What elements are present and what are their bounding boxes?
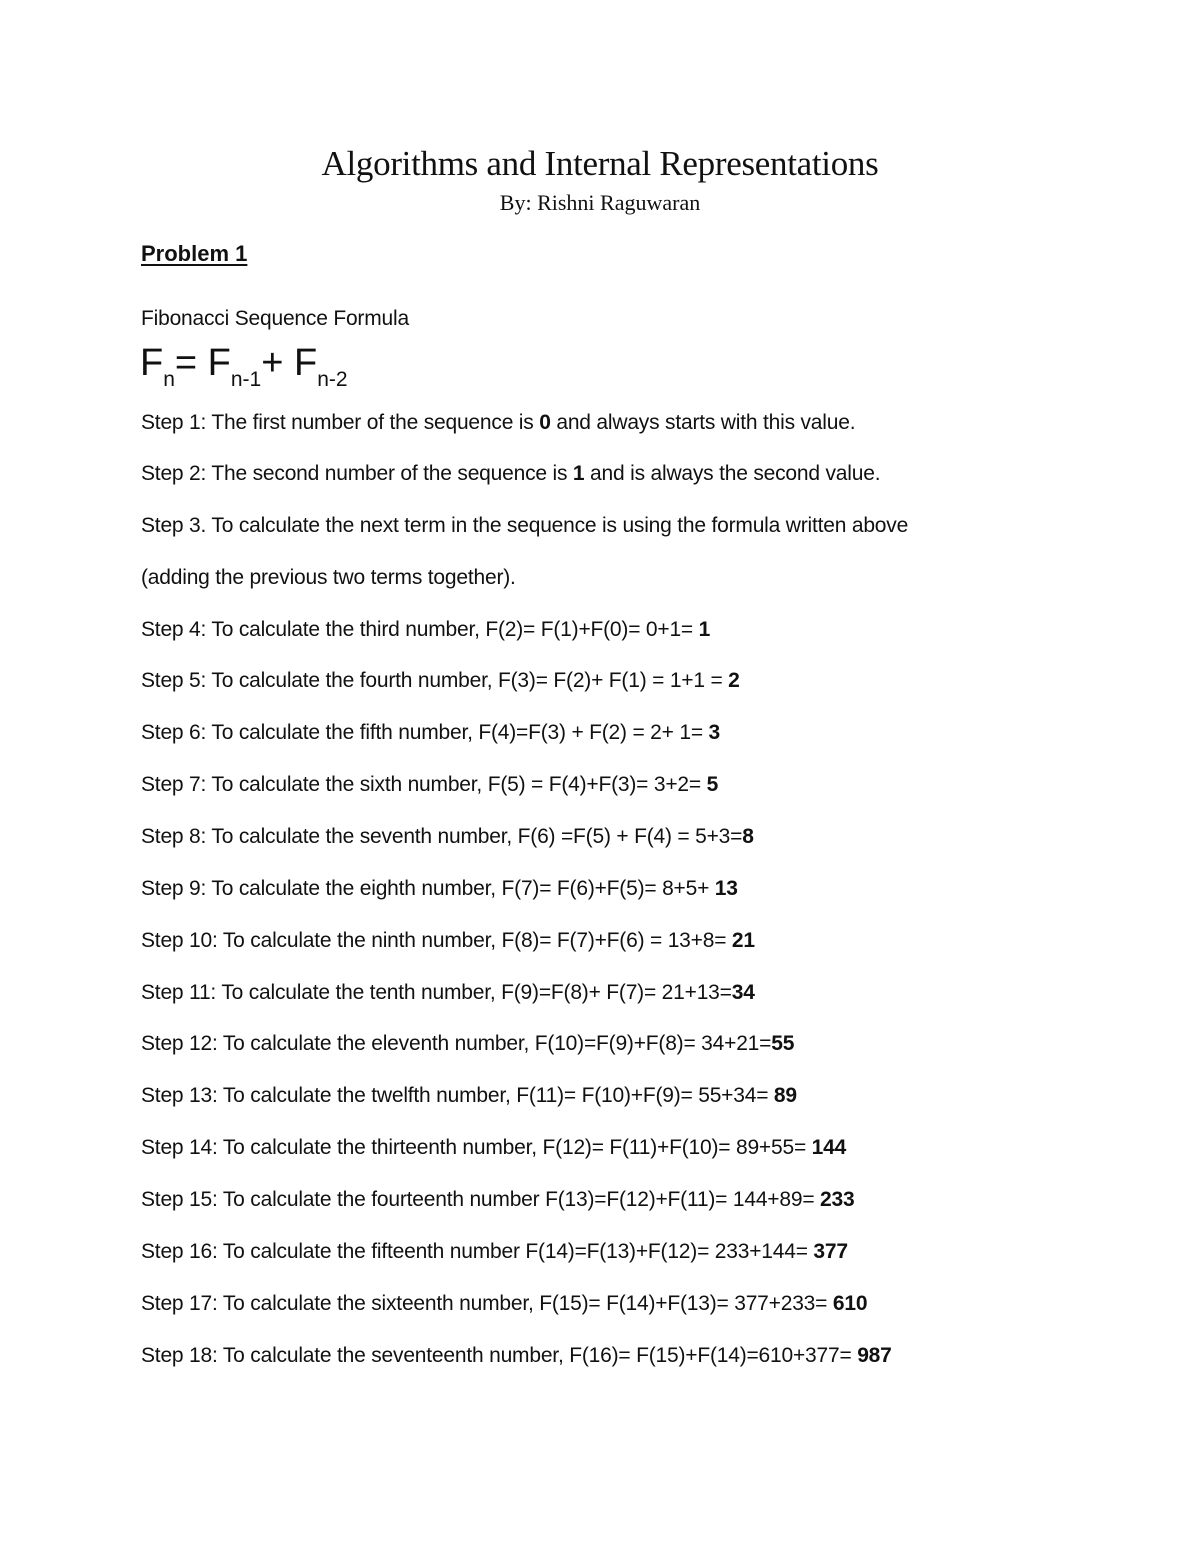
step-result: 987 (857, 1344, 892, 1367)
step-line (141, 1029, 794, 1059)
step-result: 89 (773, 1084, 797, 1107)
step-text-end: and always starts with this value. (550, 411, 856, 434)
step-line (141, 1341, 892, 1371)
step-text: Step 15: To calculate the fourteenth number F(13)=F(12)+F(11)= 144+89= (141, 1188, 821, 1211)
step-result: 5 (706, 773, 719, 796)
step-text: Step 11: To calculate the tenth number, F(9)=F(8)+ F(7)= 21+13= (141, 981, 732, 1004)
step-result: 0 (539, 411, 551, 434)
step-line (141, 718, 720, 748)
step-result: 34 (731, 981, 755, 1004)
step-line (141, 615, 710, 645)
step-text: Step 6: To calculate the fifth number, F(4)=F(3) + F(2) = 2+ 1= (141, 721, 709, 744)
step-text: Step 3. To calculate the next term in the sequence is using the formula written above (141, 514, 909, 537)
formula-plus: + (261, 342, 294, 384)
step-text: Step 4: To calculate the third number, F(2)= F(1)+F(0)= 0+1= (141, 618, 699, 641)
fibonacci-formula (140, 340, 348, 391)
step-line (141, 666, 740, 696)
formula-equals: = (174, 342, 208, 384)
formula-subscript-n: n (163, 368, 175, 391)
step-text: Step 14: To calculate the thirteenth number, F(12)= F(11)+F(10)= 89+55= (141, 1136, 812, 1159)
step-text: Step 8: To calculate the seventh number, F(6) =F(5) + F(4) = 5+3= (141, 825, 743, 848)
step-result: 377 (813, 1240, 848, 1263)
step-line (141, 926, 755, 956)
formula-term-f: F (140, 342, 164, 384)
step-result: 8 (742, 825, 754, 848)
step-text: Step 16: To calculate the fifteenth number F(14)=F(13)+F(12)= 233+144= (141, 1240, 814, 1263)
step-result: 55 (771, 1032, 795, 1055)
step-line (141, 874, 738, 904)
step-line (141, 770, 718, 800)
step-text: Step 5: To calculate the fourth number, F(3)= F(2)+ F(1) = 1+1 = (141, 669, 729, 692)
formula-subscript-n-minus-2: n-2 (317, 368, 348, 391)
step-line (141, 511, 908, 541)
step-line (141, 459, 880, 489)
step-line (141, 563, 516, 593)
formula-term-f: F (207, 342, 231, 384)
step-text: Step 1: The first number of the sequence is (141, 411, 540, 434)
formula-term-f: F (293, 342, 318, 384)
step-result: 21 (731, 929, 755, 952)
formula-label: Fibonacci Sequence Formula (141, 307, 409, 330)
step-result: 13 (714, 877, 738, 900)
problem-heading: Problem 1 (141, 241, 248, 266)
step-result: 610 (832, 1292, 868, 1315)
step-text: Step 9: To calculate the eighth number, F(7)= F(6)+F(5)= 8+5+ (141, 877, 715, 900)
step-line (141, 1133, 846, 1163)
step-result: 1 (572, 462, 585, 485)
step-result: 2 (728, 669, 740, 692)
step-text: Step 10: To calculate the ninth number, F(8)= F(7)+F(6) = 13+8= (141, 929, 732, 952)
step-line (141, 1081, 797, 1111)
step-line (141, 978, 755, 1008)
step-text: (adding the previous two terms together). (141, 566, 516, 589)
step-result: 144 (811, 1136, 847, 1159)
document-title: Algorithms and Internal Representations (321, 144, 879, 183)
step-result: 3 (708, 721, 721, 744)
step-text: Step 18: To calculate the seventeenth number, F(16)= F(15)+F(14)=610+377= (141, 1344, 858, 1367)
step-line (141, 408, 855, 438)
step-line (141, 1237, 848, 1267)
step-text: Step 2: The second number of the sequence is (141, 462, 573, 485)
step-line (141, 1289, 867, 1319)
formula-subscript-n-minus-1: n-1 (230, 368, 262, 391)
step-text: Step 13: To calculate the twelfth number, F(11)= F(10)+F(9)= 55+34= (141, 1084, 774, 1107)
step-text-end: and is always the second value. (584, 462, 881, 485)
author-byline: By: Rishni Raguwaran (499, 190, 701, 215)
step-line (141, 1185, 854, 1215)
step-result: 233 (820, 1188, 855, 1211)
step-text: Step 12: To calculate the eleventh number, F(10)=F(9)+F(8)= 34+21= (141, 1032, 772, 1055)
step-result: 1 (698, 618, 711, 641)
step-text: Step 7: To calculate the sixth number, F(5) = F(4)+F(3)= 3+2= (141, 773, 707, 796)
step-text: Step 17: To calculate the sixteenth number, F(15)= F(14)+F(13)= 377+233= (141, 1292, 833, 1315)
step-line (141, 822, 754, 852)
